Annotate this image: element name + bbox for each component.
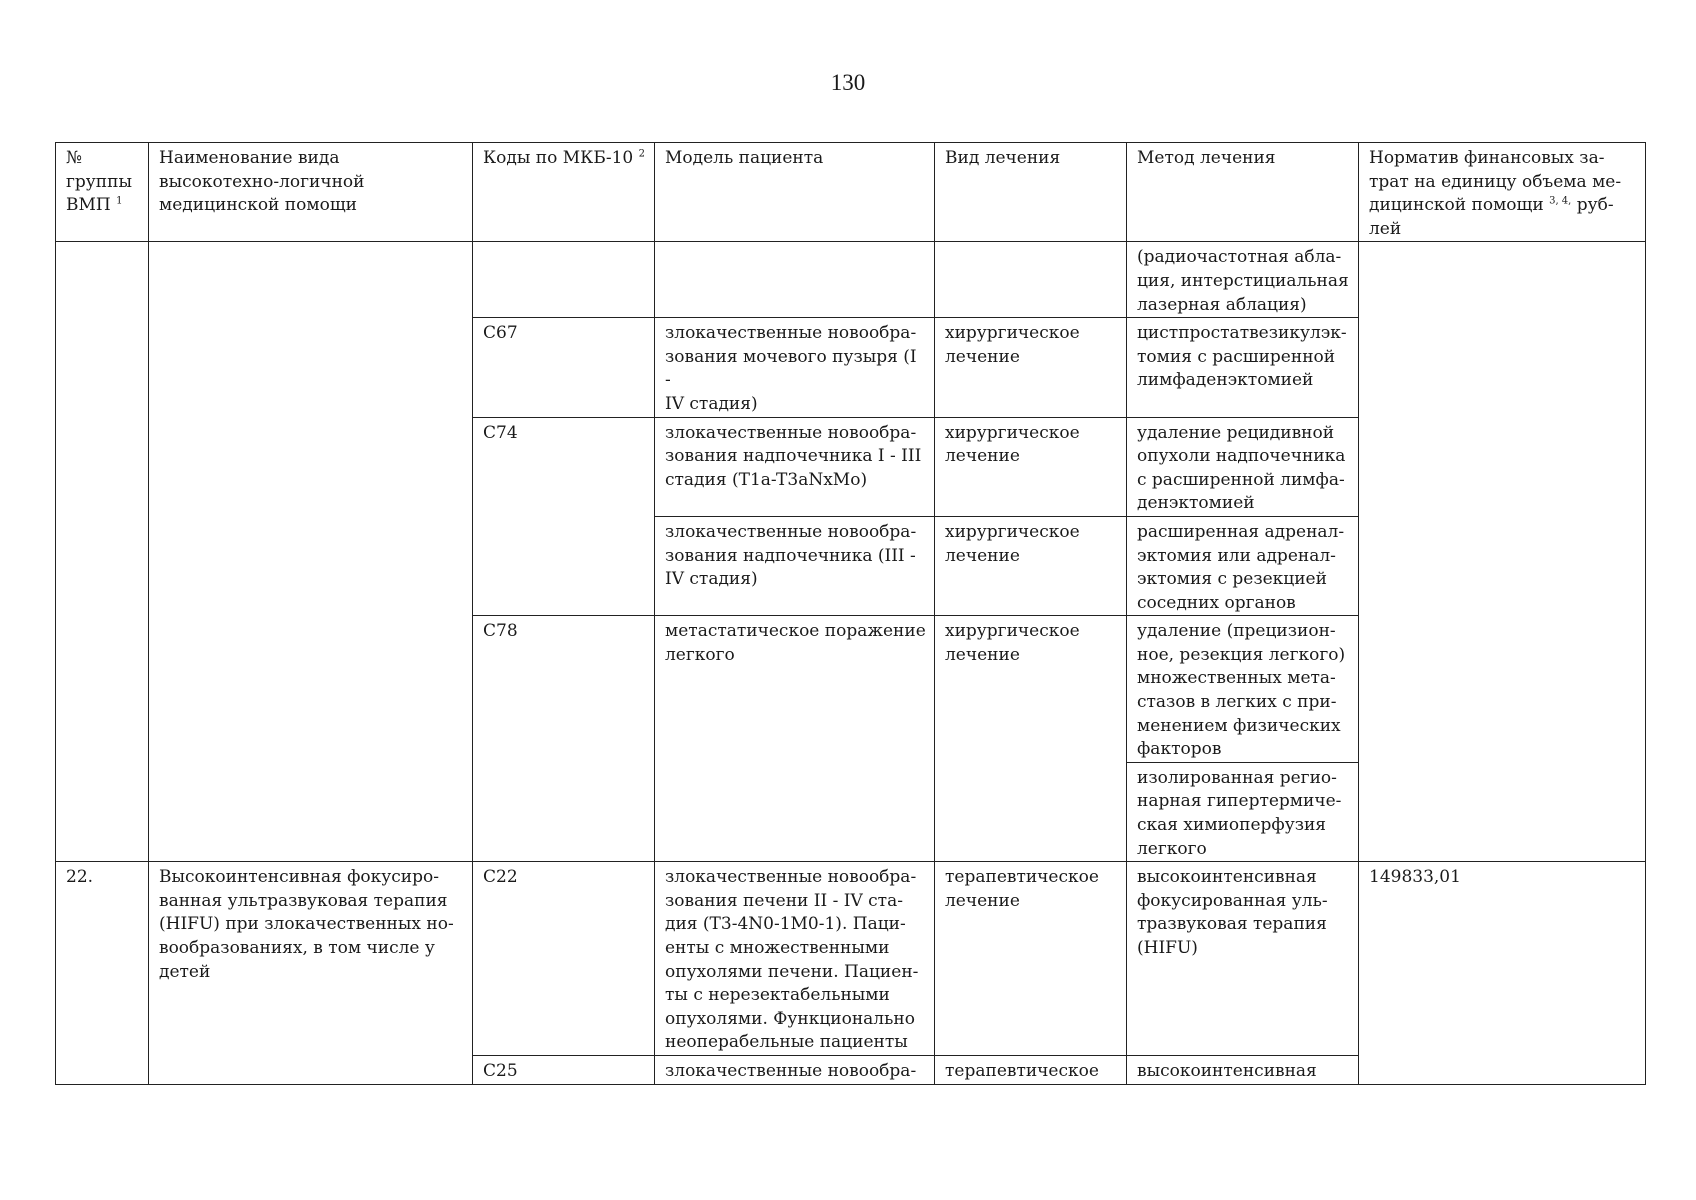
header-group-number xyxy=(56,143,149,242)
code-cell: C22 xyxy=(473,862,655,1056)
patient-model-cell: злокачественные новообра- зования мочевого пузыря (I - IV стадия) xyxy=(655,318,935,417)
treatment-type-cell xyxy=(935,242,1127,318)
treatment-type-cell: хирургическое лечение xyxy=(935,516,1127,615)
group-number-cell xyxy=(56,242,149,862)
header-group-number-text: № группы ВМП xyxy=(66,148,132,216)
header-cost-norm-text: Норматив финансовых за-трат на единицу объема ме-дицинской помощи xyxy=(1369,148,1622,216)
patient-model-cell: злокачественные новообра- зования надпочечника (III - IV стадия) xyxy=(655,516,935,615)
treatment-method-cell: изолированная регио- нарная гипертермиче- ская химиоперфузия легкого xyxy=(1127,762,1359,861)
treatment-method-cell: высокоинтенсивная фокусированная уль- тразвуковая терапия (HIFU) xyxy=(1127,862,1359,1056)
code-cell xyxy=(473,242,655,318)
code-cell: C78 xyxy=(473,616,655,862)
header-cost-unit: руб-лей xyxy=(1369,195,1614,239)
treatment-type-cell: терапевтическое xyxy=(935,1055,1127,1084)
footnote-ref: 2 xyxy=(638,148,645,160)
header-vmp-name: Наименование вида высокотехно-логичной медицинской помощи xyxy=(149,143,473,242)
code-cell: C74 xyxy=(473,417,655,616)
treatment-method-cell: удаление (прецизион- ное, резекция легкого) множественных мета- стазов в легких с при- менением физических факторов xyxy=(1127,616,1359,763)
treatment-type-cell: хирургическое лечение xyxy=(935,417,1127,516)
header-row xyxy=(56,143,1646,242)
treatment-method-cell: высокоинтенсивная xyxy=(1127,1055,1359,1084)
code-cell: C25 xyxy=(473,1055,655,1084)
cost-cell: 149833,01 xyxy=(1359,862,1646,1084)
vmp-name-cell xyxy=(149,242,473,862)
treatment-method-cell: цистпростатвезикулэк- томия с расширенной лимфаденэктомией xyxy=(1127,318,1359,417)
treatment-type-cell: терапевтическое лечение xyxy=(935,862,1127,1056)
vmp-table xyxy=(55,142,1646,1085)
treatment-type-cell: хирургическое лечение xyxy=(935,318,1127,417)
patient-model-cell xyxy=(655,242,935,318)
cost-cell xyxy=(1359,242,1646,862)
header-icd-codes xyxy=(473,143,655,242)
treatment-method-cell: расширенная адренал- эктомия или адренал- эктомия с резекцией соседних органов xyxy=(1127,516,1359,615)
header-treatment-type: Вид лечения xyxy=(935,143,1127,242)
patient-model-cell: злокачественные новообра- зования печени II - IV ста- дия (T3-4N0-1M0-1). Паци- енты с множественными опухолями печени. Пациен- ты с нерезектабельными опухолями. Функционально неоперабельные пациенты xyxy=(655,862,935,1056)
table-row xyxy=(56,862,1646,1056)
footnote-ref: 1 xyxy=(116,195,123,207)
header-treatment-method: Метод лечения xyxy=(1127,143,1359,242)
patient-model-cell: злокачественные новообра- зования надпочечника I - III стадия (T1a-T3aNxMo) xyxy=(655,417,935,516)
page-number: 130 xyxy=(830,70,866,95)
patient-model-cell: метастатическое поражение легкого xyxy=(655,616,935,862)
treatment-method-cell: удаление рецидивной опухоли надпочечника с расширенной лимфа- денэктомией xyxy=(1127,417,1359,516)
header-patient-model: Модель пациента xyxy=(655,143,935,242)
table-row xyxy=(56,242,1646,318)
code-cell: C67 xyxy=(473,318,655,417)
vmp-name-cell: Высокоинтенсивная фокусиро- ванная ультразвуковая терапия (HIFU) при злокачественных но- вообразованиях, в том числе у детей xyxy=(149,862,473,1084)
header-icd-codes-text: Коды по МКБ-10 xyxy=(483,148,634,168)
patient-model-cell: злокачественные новообра- xyxy=(655,1055,935,1084)
header-cost-norm xyxy=(1359,143,1646,242)
treatment-type-cell: хирургическое лечение xyxy=(935,616,1127,862)
treatment-method-cell: (радиочастотная абла- ция, интерстициальная лазерная аблация) xyxy=(1127,242,1359,318)
group-number-cell: 22. xyxy=(56,862,149,1084)
footnote-ref: 3, 4, xyxy=(1549,195,1572,207)
